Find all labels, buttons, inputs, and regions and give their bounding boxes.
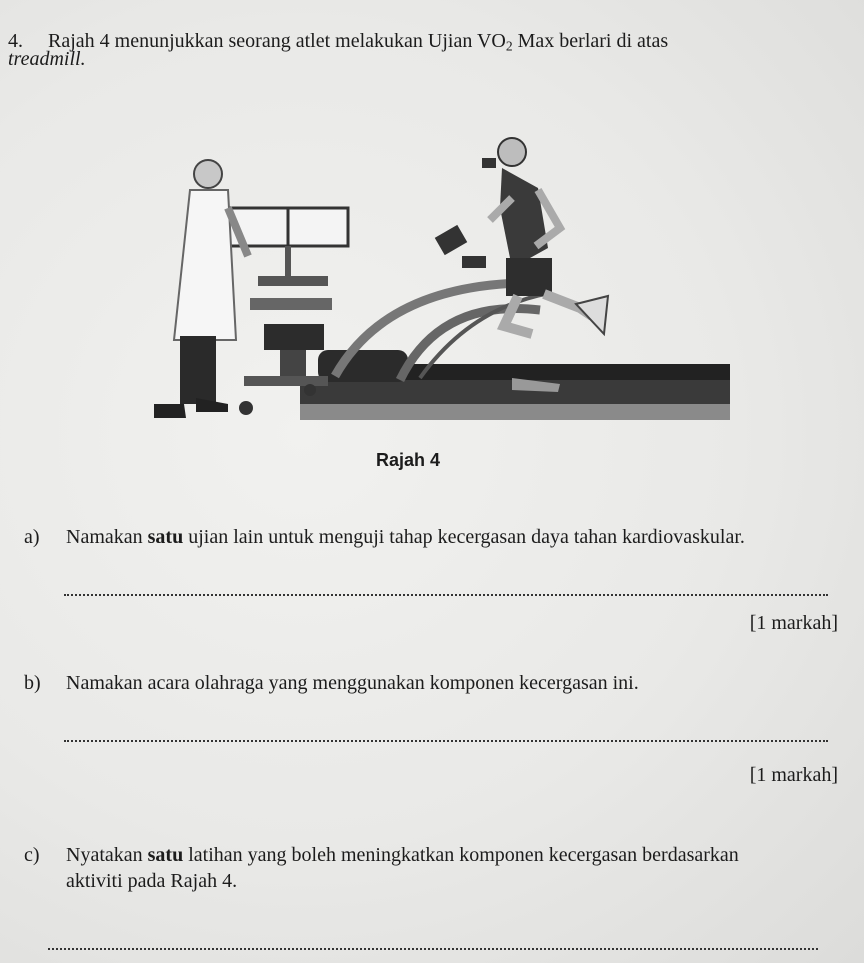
- part-b-answer-line[interactable]: [64, 740, 828, 742]
- question-intro-end: Max berlari di atas: [512, 30, 669, 52]
- part-c-text-start: Nyatakan: [66, 844, 148, 866]
- part-c-text-end: latihan yang boleh meningkatkan komponen kecergasan berdasarkan: [183, 844, 739, 866]
- part-c-emphasis: satu: [147, 844, 184, 866]
- part-c-question-line2: aktiviti pada Rajah 4.: [66, 870, 238, 892]
- part-a-text-end: ujian lain untuk menguji tahap kecergasan daya tahan kardiovaskular.: [183, 526, 745, 548]
- part-b-question: [24, 668, 639, 698]
- part-b-label: b): [24, 672, 41, 694]
- part-a-answer-line[interactable]: [64, 594, 828, 596]
- part-b-text: Namakan acara olahraga yang menggunakan komponen kecergasan ini.: [66, 672, 639, 694]
- part-b-marks: [1 markah]: [749, 764, 838, 786]
- part-a-text-start: Namakan: [66, 526, 148, 548]
- equipment-cart: [258, 276, 328, 286]
- part-a-emphasis: satu: [147, 526, 184, 548]
- figure-caption: Rajah 4: [376, 450, 441, 470]
- part-c-answer-line[interactable]: [48, 948, 818, 950]
- runner-torso: [500, 168, 548, 268]
- question-intro-start: Rajah 4 menunjukkan seorang atlet melakukan Ujian VO: [48, 30, 506, 52]
- vo-subscript: 2: [505, 38, 513, 54]
- treadmill-illustration: [140, 128, 740, 448]
- technician-head: [194, 160, 222, 188]
- part-a-marks: [1 markah]: [749, 612, 838, 634]
- treadmill-console: [435, 225, 468, 255]
- question-stem: [8, 28, 848, 59]
- runner-head: [498, 138, 526, 166]
- question-number: 4.: [8, 30, 23, 52]
- question-intro-line2: treadmill.: [8, 48, 86, 70]
- part-c-label: c): [24, 844, 40, 866]
- part-a-label: a): [24, 526, 40, 548]
- part-a-question: [24, 522, 745, 552]
